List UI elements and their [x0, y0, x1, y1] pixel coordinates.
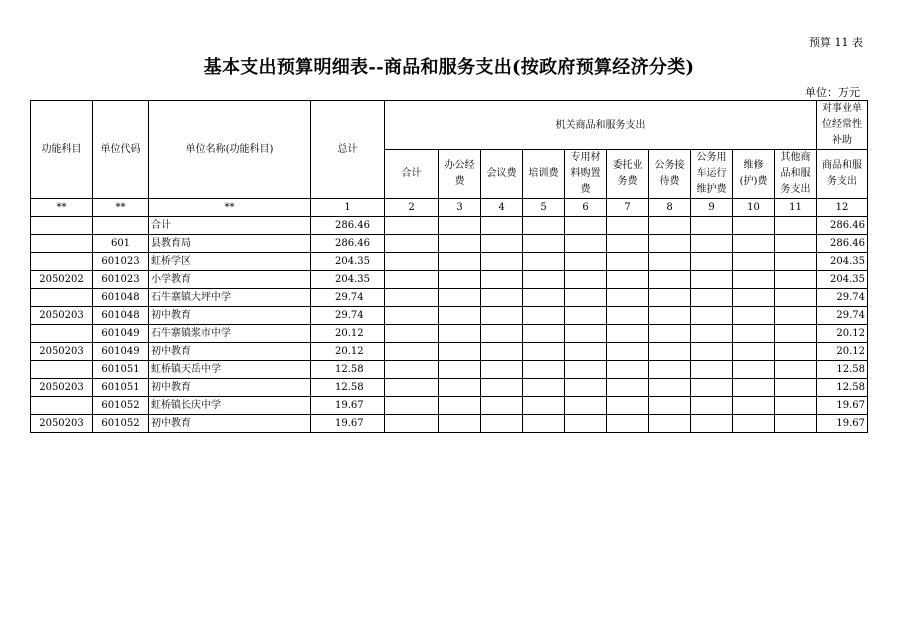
- empty-cell: [649, 379, 691, 397]
- empty-cell: [481, 397, 523, 415]
- empty-cell: [649, 325, 691, 343]
- col-header-func: 功能科目: [31, 101, 93, 199]
- empty-cell: [481, 307, 523, 325]
- empty-cell: [523, 217, 565, 235]
- empty-cell: [439, 361, 481, 379]
- unit-code-cell: 601049: [93, 343, 149, 361]
- total-cell: 20.12: [311, 325, 385, 343]
- total-cell: 204.35: [311, 253, 385, 271]
- empty-cell: [775, 235, 817, 253]
- empty-cell: [385, 289, 439, 307]
- index-cell: 7: [607, 199, 649, 217]
- empty-cell: [649, 415, 691, 433]
- empty-cell: [607, 415, 649, 433]
- total-cell: 204.35: [311, 271, 385, 289]
- empty-cell: [733, 343, 775, 361]
- index-cell: 3: [439, 199, 481, 217]
- subsidy-cell: 12.58: [817, 361, 868, 379]
- empty-cell: [385, 343, 439, 361]
- empty-cell: [607, 289, 649, 307]
- empty-cell: [691, 361, 733, 379]
- empty-cell: [385, 253, 439, 271]
- unit-label: 单位：万元: [805, 86, 860, 99]
- subsidy-cell: 19.67: [817, 415, 868, 433]
- unit-name-cell: 虹桥镇长庆中学: [149, 397, 311, 415]
- empty-cell: [733, 289, 775, 307]
- unit-code-cell: 601052: [93, 397, 149, 415]
- empty-cell: [481, 271, 523, 289]
- empty-cell: [385, 379, 439, 397]
- empty-cell: [565, 307, 607, 325]
- subsidy-cell: 29.74: [817, 307, 868, 325]
- table-row: [31, 397, 868, 415]
- empty-cell: [607, 361, 649, 379]
- empty-cell: [385, 271, 439, 289]
- unit-name-cell: 初中教育: [149, 307, 311, 325]
- empty-cell: [691, 415, 733, 433]
- empty-cell: [775, 253, 817, 271]
- empty-cell: [385, 415, 439, 433]
- budget-table: [30, 100, 868, 433]
- unit-name-cell: 县教育局: [149, 235, 311, 253]
- table-row: [31, 415, 868, 433]
- empty-cell: [481, 415, 523, 433]
- empty-cell: [565, 379, 607, 397]
- total-cell: 19.67: [311, 415, 385, 433]
- empty-cell: [385, 217, 439, 235]
- table-row: [31, 379, 868, 397]
- empty-cell: [607, 325, 649, 343]
- subsidy-cell: 286.46: [817, 235, 868, 253]
- table-row: [31, 343, 868, 361]
- empty-cell: [565, 217, 607, 235]
- empty-cell: [691, 217, 733, 235]
- sub-header: 公务接待费: [649, 150, 691, 199]
- empty-cell: [385, 325, 439, 343]
- index-cell: 9: [691, 199, 733, 217]
- subsidy-cell: 20.12: [817, 343, 868, 361]
- empty-cell: [733, 325, 775, 343]
- empty-cell: [691, 253, 733, 271]
- func-code-cell: 2050203: [31, 343, 93, 361]
- empty-cell: [649, 307, 691, 325]
- table-row: [31, 217, 868, 235]
- page-title: 基本支出预算明细表--商品和服务支出(按政府预算经济分类): [203, 57, 695, 78]
- total-cell: 19.67: [311, 397, 385, 415]
- func-code-cell: 2050203: [31, 307, 93, 325]
- empty-cell: [523, 271, 565, 289]
- subsidy-cell: 286.46: [817, 217, 868, 235]
- sub-header: 商品和服务支出: [817, 150, 868, 199]
- subsidy-cell: 204.35: [817, 253, 868, 271]
- sub-header: 培训费: [523, 150, 565, 199]
- index-row: [31, 199, 868, 217]
- unit-code-cell: 601052: [93, 415, 149, 433]
- table-row: [31, 325, 868, 343]
- func-code-cell: [31, 253, 93, 271]
- empty-cell: [775, 397, 817, 415]
- empty-cell: [691, 325, 733, 343]
- empty-cell: [775, 343, 817, 361]
- index-cell: 2: [385, 199, 439, 217]
- empty-cell: [439, 235, 481, 253]
- empty-cell: [523, 289, 565, 307]
- empty-cell: [565, 235, 607, 253]
- empty-cell: [649, 271, 691, 289]
- unit-code-cell: 601049: [93, 325, 149, 343]
- empty-cell: [523, 235, 565, 253]
- empty-cell: [385, 235, 439, 253]
- empty-cell: [733, 361, 775, 379]
- table-row: [31, 235, 868, 253]
- func-code-cell: 2050203: [31, 415, 93, 433]
- sub-header: 会议费: [481, 150, 523, 199]
- empty-cell: [481, 289, 523, 307]
- empty-cell: [649, 235, 691, 253]
- sub-header: 委托业务费: [607, 150, 649, 199]
- empty-cell: [733, 307, 775, 325]
- func-code-cell: [31, 397, 93, 415]
- empty-cell: [607, 397, 649, 415]
- empty-cell: [691, 235, 733, 253]
- total-cell: 12.58: [311, 361, 385, 379]
- empty-cell: [607, 253, 649, 271]
- empty-cell: [439, 325, 481, 343]
- empty-cell: [565, 289, 607, 307]
- empty-cell: [481, 379, 523, 397]
- unit-name-cell: 初中教育: [149, 379, 311, 397]
- empty-cell: [439, 343, 481, 361]
- empty-cell: [439, 271, 481, 289]
- empty-cell: [523, 397, 565, 415]
- unit-name-cell: 虹桥镇天岳中学: [149, 361, 311, 379]
- empty-cell: [775, 217, 817, 235]
- total-cell: 29.74: [311, 307, 385, 325]
- unit-code-cell: 601048: [93, 289, 149, 307]
- empty-cell: [481, 253, 523, 271]
- index-cell: 1: [311, 199, 385, 217]
- subsidy-cell: 12.58: [817, 379, 868, 397]
- sub-header: 专用材料购置费: [565, 150, 607, 199]
- total-cell: 286.46: [311, 235, 385, 253]
- col-group-subsidy: 对事业单位经常性补助: [817, 101, 868, 150]
- empty-cell: [649, 217, 691, 235]
- sub-header: 维修(护)费: [733, 150, 775, 199]
- empty-cell: [385, 361, 439, 379]
- empty-cell: [523, 253, 565, 271]
- unit-name-cell: 小学教育: [149, 271, 311, 289]
- empty-cell: [439, 289, 481, 307]
- func-code-cell: 2050202: [31, 271, 93, 289]
- total-cell: 29.74: [311, 289, 385, 307]
- empty-cell: [775, 379, 817, 397]
- empty-cell: [439, 397, 481, 415]
- empty-cell: [607, 379, 649, 397]
- empty-cell: [481, 235, 523, 253]
- unit-code-cell: 601051: [93, 361, 149, 379]
- empty-cell: [775, 415, 817, 433]
- index-cell: 11: [775, 199, 817, 217]
- empty-cell: [439, 217, 481, 235]
- table-number: 预算 11 表: [809, 36, 863, 49]
- index-cell: 10: [733, 199, 775, 217]
- empty-cell: [733, 415, 775, 433]
- unit-name-cell: 石牛寨镇浆市中学: [149, 325, 311, 343]
- empty-cell: [691, 379, 733, 397]
- empty-cell: [775, 325, 817, 343]
- total-cell: 12.58: [311, 379, 385, 397]
- total-cell: 20.12: [311, 343, 385, 361]
- empty-cell: [385, 307, 439, 325]
- func-code-cell: [31, 235, 93, 253]
- func-code-cell: [31, 361, 93, 379]
- empty-cell: [565, 343, 607, 361]
- index-cell: 4: [481, 199, 523, 217]
- unit-name-cell: 初中教育: [149, 415, 311, 433]
- empty-cell: [775, 271, 817, 289]
- subsidy-cell: 29.74: [817, 289, 868, 307]
- index-cell: 6: [565, 199, 607, 217]
- empty-cell: [691, 397, 733, 415]
- empty-cell: [733, 397, 775, 415]
- unit-name-cell: 石牛寨镇大坪中学: [149, 289, 311, 307]
- unit-name-cell: 虹桥学区: [149, 253, 311, 271]
- empty-cell: [439, 253, 481, 271]
- unit-code-cell: 601023: [93, 253, 149, 271]
- unit-code-cell: 601048: [93, 307, 149, 325]
- table-row: [31, 361, 868, 379]
- empty-cell: [691, 343, 733, 361]
- col-header-unit-name: 单位名称(功能科目): [149, 101, 311, 199]
- sub-header: 其他商品和服务支出: [775, 150, 817, 199]
- sub-header: 办公经费: [439, 150, 481, 199]
- total-cell: 286.46: [311, 217, 385, 235]
- empty-cell: [523, 415, 565, 433]
- empty-cell: [523, 379, 565, 397]
- empty-cell: [733, 217, 775, 235]
- empty-cell: [733, 379, 775, 397]
- empty-cell: [607, 235, 649, 253]
- empty-cell: [523, 325, 565, 343]
- table-row: [31, 289, 868, 307]
- empty-cell: [439, 379, 481, 397]
- func-code-cell: [31, 217, 93, 235]
- empty-cell: [649, 397, 691, 415]
- index-cell: **: [93, 199, 149, 217]
- index-cell: **: [149, 199, 311, 217]
- col-group-agency: 机关商品和服务支出: [385, 101, 817, 150]
- unit-name-cell: 初中教育: [149, 343, 311, 361]
- empty-cell: [385, 397, 439, 415]
- index-cell: 5: [523, 199, 565, 217]
- empty-cell: [691, 289, 733, 307]
- sub-header: 公务用车运行维护费: [691, 150, 733, 199]
- empty-cell: [481, 343, 523, 361]
- empty-cell: [565, 361, 607, 379]
- empty-cell: [607, 343, 649, 361]
- empty-cell: [481, 361, 523, 379]
- empty-cell: [775, 289, 817, 307]
- empty-cell: [523, 361, 565, 379]
- empty-cell: [733, 253, 775, 271]
- empty-cell: [481, 217, 523, 235]
- sub-header: 合计: [385, 150, 439, 199]
- empty-cell: [649, 343, 691, 361]
- empty-cell: [565, 325, 607, 343]
- empty-cell: [481, 325, 523, 343]
- col-header-total: 总计: [311, 101, 385, 199]
- empty-cell: [649, 361, 691, 379]
- subsidy-cell: 20.12: [817, 325, 868, 343]
- empty-cell: [607, 217, 649, 235]
- empty-cell: [691, 271, 733, 289]
- empty-cell: [565, 253, 607, 271]
- empty-cell: [733, 271, 775, 289]
- empty-cell: [649, 253, 691, 271]
- index-cell: 12: [817, 199, 868, 217]
- table-row: [31, 307, 868, 325]
- empty-cell: [523, 307, 565, 325]
- empty-cell: [649, 289, 691, 307]
- empty-cell: [775, 361, 817, 379]
- unit-code-cell: 601: [93, 235, 149, 253]
- unit-name-cell: 合计: [149, 217, 311, 235]
- func-code-cell: 2050203: [31, 379, 93, 397]
- table-row: [31, 271, 868, 289]
- empty-cell: [565, 415, 607, 433]
- empty-cell: [775, 307, 817, 325]
- empty-cell: [733, 235, 775, 253]
- unit-code-cell: [93, 217, 149, 235]
- empty-cell: [439, 307, 481, 325]
- unit-code-cell: 601051: [93, 379, 149, 397]
- empty-cell: [565, 271, 607, 289]
- unit-code-cell: 601023: [93, 271, 149, 289]
- func-code-cell: [31, 289, 93, 307]
- func-code-cell: [31, 325, 93, 343]
- index-cell: 8: [649, 199, 691, 217]
- subsidy-cell: 204.35: [817, 271, 868, 289]
- index-cell: **: [31, 199, 93, 217]
- empty-cell: [523, 343, 565, 361]
- subsidy-cell: 19.67: [817, 397, 868, 415]
- empty-cell: [439, 415, 481, 433]
- empty-cell: [607, 307, 649, 325]
- col-header-unit-code: 单位代码: [93, 101, 149, 199]
- table-row: [31, 253, 868, 271]
- empty-cell: [607, 271, 649, 289]
- empty-cell: [565, 397, 607, 415]
- empty-cell: [691, 307, 733, 325]
